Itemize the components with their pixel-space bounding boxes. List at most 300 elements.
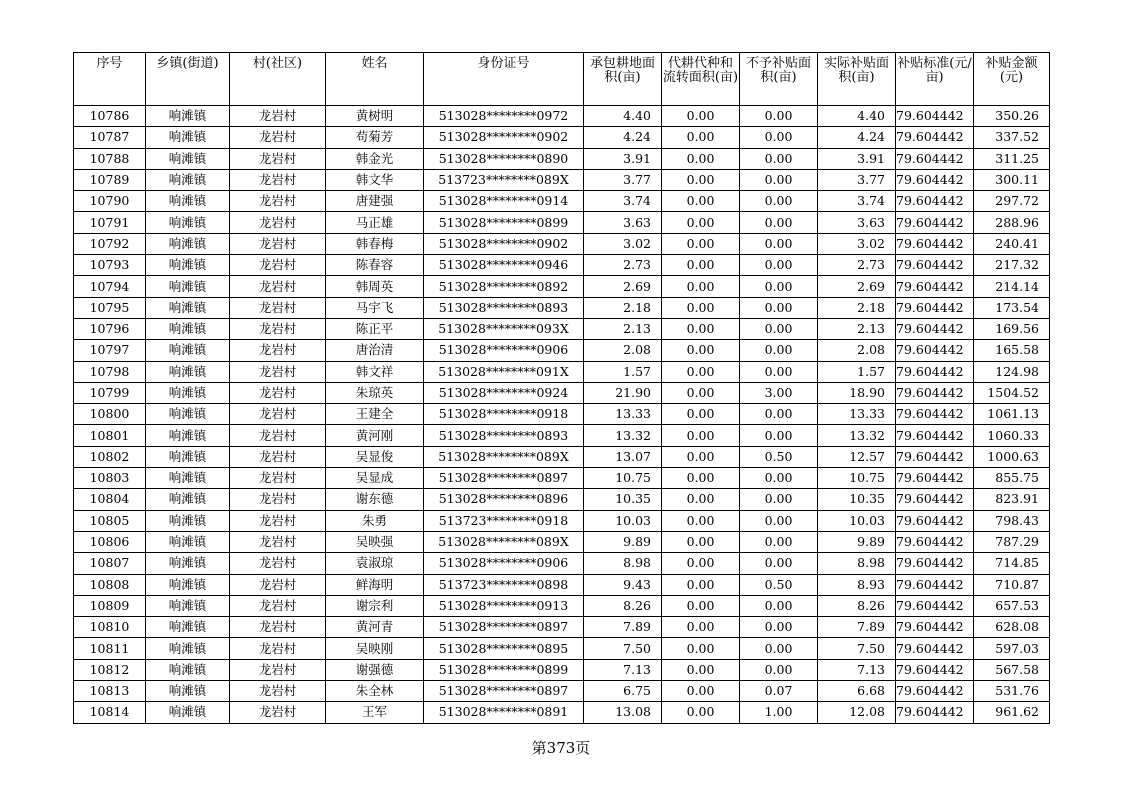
cell-village: 龙岩村 xyxy=(230,297,326,318)
cell-contracted-area: 2.08 xyxy=(584,340,662,361)
cell-actual-area: 6.68 xyxy=(818,681,896,702)
cell-township: 响滩镇 xyxy=(146,148,230,169)
cell-serial: 10795 xyxy=(74,297,146,318)
cell-serial: 10799 xyxy=(74,382,146,403)
cell-serial: 10802 xyxy=(74,446,146,467)
cell-id-number: 513028********0896 xyxy=(424,489,584,510)
cell-transferred-area: 0.00 xyxy=(662,446,740,467)
cell-subsidy-amount: 311.25 xyxy=(974,148,1050,169)
cell-actual-area: 1.57 xyxy=(818,361,896,382)
cell-name: 王建全 xyxy=(326,404,424,425)
cell-village: 龙岩村 xyxy=(230,276,326,297)
cell-village: 龙岩村 xyxy=(230,659,326,680)
header-cell-excluded-area: 不予补贴面积(亩) xyxy=(740,53,818,106)
cell-actual-area: 10.75 xyxy=(818,468,896,489)
cell-subsidy-amount: 337.52 xyxy=(974,127,1050,148)
cell-subsidy-amount: 1060.33 xyxy=(974,425,1050,446)
cell-actual-area: 18.90 xyxy=(818,382,896,403)
cell-contracted-area: 3.74 xyxy=(584,191,662,212)
cell-serial: 10788 xyxy=(74,148,146,169)
cell-serial: 10806 xyxy=(74,531,146,552)
cell-serial: 10792 xyxy=(74,233,146,254)
cell-village: 龙岩村 xyxy=(230,255,326,276)
cell-village: 龙岩村 xyxy=(230,169,326,190)
header-cell-contracted-area: 承包耕地面积(亩) xyxy=(584,53,662,106)
cell-township: 响滩镇 xyxy=(146,553,230,574)
cell-excluded-area: 0.00 xyxy=(740,361,818,382)
cell-name: 唐建强 xyxy=(326,191,424,212)
cell-actual-area: 3.02 xyxy=(818,233,896,254)
cell-contracted-area: 3.91 xyxy=(584,148,662,169)
cell-name: 韩春梅 xyxy=(326,233,424,254)
cell-township: 响滩镇 xyxy=(146,659,230,680)
cell-subsidy-rate: 79.604442 xyxy=(896,553,974,574)
cell-subsidy-amount: 297.72 xyxy=(974,191,1050,212)
cell-serial: 10812 xyxy=(74,659,146,680)
cell-village: 龙岩村 xyxy=(230,191,326,212)
table-row xyxy=(74,361,1050,382)
cell-transferred-area: 0.00 xyxy=(662,255,740,276)
cell-transferred-area: 0.00 xyxy=(662,382,740,403)
cell-township: 响滩镇 xyxy=(146,169,230,190)
cell-township: 响滩镇 xyxy=(146,212,230,233)
cell-subsidy-rate: 79.604442 xyxy=(896,297,974,318)
cell-id-number: 513028********0897 xyxy=(424,681,584,702)
cell-excluded-area: 0.00 xyxy=(740,595,818,616)
cell-name: 黄树明 xyxy=(326,106,424,127)
cell-actual-area: 7.50 xyxy=(818,638,896,659)
cell-id-number: 513028********0897 xyxy=(424,617,584,638)
cell-name: 陈正平 xyxy=(326,318,424,339)
cell-contracted-area: 3.02 xyxy=(584,233,662,254)
cell-actual-area: 13.33 xyxy=(818,404,896,425)
table-row xyxy=(74,191,1050,212)
cell-subsidy-amount: 169.56 xyxy=(974,318,1050,339)
table-row xyxy=(74,297,1050,318)
cell-transferred-area: 0.00 xyxy=(662,510,740,531)
cell-transferred-area: 0.00 xyxy=(662,297,740,318)
cell-village: 龙岩村 xyxy=(230,318,326,339)
cell-township: 响滩镇 xyxy=(146,106,230,127)
cell-village: 龙岩村 xyxy=(230,340,326,361)
cell-actual-area: 8.98 xyxy=(818,553,896,574)
cell-contracted-area: 8.26 xyxy=(584,595,662,616)
cell-township: 响滩镇 xyxy=(146,702,230,723)
table-row xyxy=(74,233,1050,254)
cell-subsidy-amount: 165.58 xyxy=(974,340,1050,361)
cell-transferred-area: 0.00 xyxy=(662,404,740,425)
cell-transferred-area: 0.00 xyxy=(662,617,740,638)
cell-serial: 10808 xyxy=(74,574,146,595)
cell-subsidy-rate: 79.604442 xyxy=(896,617,974,638)
table-row xyxy=(74,553,1050,574)
cell-serial: 10787 xyxy=(74,127,146,148)
cell-excluded-area: 0.00 xyxy=(740,340,818,361)
cell-contracted-area: 6.75 xyxy=(584,681,662,702)
cell-actual-area: 3.91 xyxy=(818,148,896,169)
cell-name: 朱琼英 xyxy=(326,382,424,403)
cell-subsidy-amount: 531.76 xyxy=(974,681,1050,702)
cell-serial: 10786 xyxy=(74,106,146,127)
cell-township: 响滩镇 xyxy=(146,318,230,339)
cell-contracted-area: 7.89 xyxy=(584,617,662,638)
cell-subsidy-rate: 79.604442 xyxy=(896,191,974,212)
table-row xyxy=(74,595,1050,616)
cell-village: 龙岩村 xyxy=(230,489,326,510)
cell-subsidy-rate: 79.604442 xyxy=(896,340,974,361)
cell-excluded-area: 0.00 xyxy=(740,489,818,510)
cell-actual-area: 2.18 xyxy=(818,297,896,318)
cell-village: 龙岩村 xyxy=(230,638,326,659)
cell-serial: 10805 xyxy=(74,510,146,531)
cell-village: 龙岩村 xyxy=(230,574,326,595)
cell-actual-area: 10.03 xyxy=(818,510,896,531)
cell-excluded-area: 0.00 xyxy=(740,638,818,659)
cell-name: 鲜海明 xyxy=(326,574,424,595)
cell-subsidy-amount: 787.29 xyxy=(974,531,1050,552)
table-row xyxy=(74,425,1050,446)
cell-name: 陈春容 xyxy=(326,255,424,276)
table-row xyxy=(74,510,1050,531)
cell-village: 龙岩村 xyxy=(230,382,326,403)
cell-excluded-area: 0.00 xyxy=(740,425,818,446)
cell-serial: 10790 xyxy=(74,191,146,212)
table-row xyxy=(74,659,1050,680)
cell-contracted-area: 7.13 xyxy=(584,659,662,680)
cell-excluded-area: 0.00 xyxy=(740,233,818,254)
cell-actual-area: 8.26 xyxy=(818,595,896,616)
cell-contracted-area: 2.73 xyxy=(584,255,662,276)
cell-name: 马宇飞 xyxy=(326,297,424,318)
cell-subsidy-amount: 217.32 xyxy=(974,255,1050,276)
cell-name: 吴映强 xyxy=(326,531,424,552)
cell-contracted-area: 13.07 xyxy=(584,446,662,467)
table-row xyxy=(74,574,1050,595)
cell-village: 龙岩村 xyxy=(230,595,326,616)
header-cell-village: 村(社区) xyxy=(230,53,326,106)
cell-subsidy-amount: 961.62 xyxy=(974,702,1050,723)
cell-serial: 10791 xyxy=(74,212,146,233)
table-row xyxy=(74,276,1050,297)
cell-transferred-area: 0.00 xyxy=(662,191,740,212)
cell-name: 谢强德 xyxy=(326,659,424,680)
cell-village: 龙岩村 xyxy=(230,212,326,233)
cell-township: 响滩镇 xyxy=(146,276,230,297)
cell-subsidy-amount: 240.41 xyxy=(974,233,1050,254)
cell-village: 龙岩村 xyxy=(230,553,326,574)
cell-serial: 10797 xyxy=(74,340,146,361)
cell-village: 龙岩村 xyxy=(230,361,326,382)
cell-township: 响滩镇 xyxy=(146,425,230,446)
cell-serial: 10813 xyxy=(74,681,146,702)
cell-name: 马正雄 xyxy=(326,212,424,233)
cell-excluded-area: 0.00 xyxy=(740,127,818,148)
cell-township: 响滩镇 xyxy=(146,446,230,467)
table-row xyxy=(74,468,1050,489)
cell-excluded-area: 0.00 xyxy=(740,617,818,638)
cell-transferred-area: 0.00 xyxy=(662,425,740,446)
cell-contracted-area: 2.13 xyxy=(584,318,662,339)
cell-actual-area: 4.24 xyxy=(818,127,896,148)
cell-township: 响滩镇 xyxy=(146,404,230,425)
cell-contracted-area: 4.40 xyxy=(584,106,662,127)
table-row xyxy=(74,340,1050,361)
table-row xyxy=(74,617,1050,638)
cell-subsidy-amount: 628.08 xyxy=(974,617,1050,638)
cell-township: 响滩镇 xyxy=(146,617,230,638)
table-row xyxy=(74,638,1050,659)
table-row xyxy=(74,404,1050,425)
cell-excluded-area: 0.00 xyxy=(740,297,818,318)
cell-id-number: 513028********0906 xyxy=(424,340,584,361)
cell-village: 龙岩村 xyxy=(230,106,326,127)
cell-excluded-area: 0.00 xyxy=(740,531,818,552)
table-row xyxy=(74,169,1050,190)
table-row xyxy=(74,148,1050,169)
cell-subsidy-rate: 79.604442 xyxy=(896,595,974,616)
cell-subsidy-amount: 350.26 xyxy=(974,106,1050,127)
table-row xyxy=(74,318,1050,339)
cell-contracted-area: 13.33 xyxy=(584,404,662,425)
cell-contracted-area: 10.75 xyxy=(584,468,662,489)
cell-serial: 10793 xyxy=(74,255,146,276)
cell-serial: 10789 xyxy=(74,169,146,190)
cell-name: 唐治清 xyxy=(326,340,424,361)
cell-subsidy-amount: 300.11 xyxy=(974,169,1050,190)
cell-name: 谢宗利 xyxy=(326,595,424,616)
cell-transferred-area: 0.00 xyxy=(662,702,740,723)
cell-village: 龙岩村 xyxy=(230,233,326,254)
cell-id-number: 513028********0899 xyxy=(424,212,584,233)
header-cell-id-number: 身份证号 xyxy=(424,53,584,106)
cell-transferred-area: 0.00 xyxy=(662,553,740,574)
cell-excluded-area: 0.00 xyxy=(740,276,818,297)
cell-serial: 10810 xyxy=(74,617,146,638)
cell-id-number: 513028********0893 xyxy=(424,425,584,446)
cell-id-number: 513028********0972 xyxy=(424,106,584,127)
cell-name: 苟菊芳 xyxy=(326,127,424,148)
cell-id-number: 513028********089X xyxy=(424,446,584,467)
cell-township: 响滩镇 xyxy=(146,340,230,361)
cell-excluded-area: 0.00 xyxy=(740,553,818,574)
subsidy-table xyxy=(73,52,1050,724)
table-row xyxy=(74,255,1050,276)
table-row xyxy=(74,106,1050,127)
cell-transferred-area: 0.00 xyxy=(662,169,740,190)
cell-subsidy-rate: 79.604442 xyxy=(896,212,974,233)
cell-name: 王军 xyxy=(326,702,424,723)
table-header xyxy=(74,53,1050,106)
cell-contracted-area: 8.98 xyxy=(584,553,662,574)
cell-id-number: 513723********0898 xyxy=(424,574,584,595)
cell-excluded-area: 0.00 xyxy=(740,212,818,233)
cell-township: 响滩镇 xyxy=(146,127,230,148)
cell-id-number: 513723********0918 xyxy=(424,510,584,531)
cell-excluded-area: 0.50 xyxy=(740,446,818,467)
cell-contracted-area: 3.63 xyxy=(584,212,662,233)
table-row xyxy=(74,382,1050,403)
cell-id-number: 513028********0895 xyxy=(424,638,584,659)
cell-name: 黄河刚 xyxy=(326,425,424,446)
cell-transferred-area: 0.00 xyxy=(662,106,740,127)
table-row xyxy=(74,489,1050,510)
cell-subsidy-rate: 79.604442 xyxy=(896,659,974,680)
cell-actual-area: 3.77 xyxy=(818,169,896,190)
cell-actual-area: 8.93 xyxy=(818,574,896,595)
cell-township: 响滩镇 xyxy=(146,191,230,212)
cell-subsidy-rate: 79.604442 xyxy=(896,233,974,254)
cell-excluded-area: 0.00 xyxy=(740,106,818,127)
cell-actual-area: 12.57 xyxy=(818,446,896,467)
cell-id-number: 513028********0946 xyxy=(424,255,584,276)
cell-subsidy-rate: 79.604442 xyxy=(896,106,974,127)
cell-excluded-area: 0.00 xyxy=(740,148,818,169)
cell-subsidy-amount: 124.98 xyxy=(974,361,1050,382)
cell-township: 响滩镇 xyxy=(146,361,230,382)
cell-serial: 10798 xyxy=(74,361,146,382)
cell-village: 龙岩村 xyxy=(230,446,326,467)
cell-name: 吴显俊 xyxy=(326,446,424,467)
cell-transferred-area: 0.00 xyxy=(662,318,740,339)
cell-contracted-area: 2.69 xyxy=(584,276,662,297)
cell-subsidy-amount: 1000.63 xyxy=(974,446,1050,467)
cell-township: 响滩镇 xyxy=(146,595,230,616)
cell-contracted-area: 21.90 xyxy=(584,382,662,403)
cell-excluded-area: 0.07 xyxy=(740,681,818,702)
cell-contracted-area: 3.77 xyxy=(584,169,662,190)
cell-village: 龙岩村 xyxy=(230,617,326,638)
cell-name: 韩文华 xyxy=(326,169,424,190)
cell-subsidy-amount: 657.53 xyxy=(974,595,1050,616)
cell-contracted-area: 4.24 xyxy=(584,127,662,148)
cell-transferred-area: 0.00 xyxy=(662,148,740,169)
cell-subsidy-rate: 79.604442 xyxy=(896,404,974,425)
cell-subsidy-rate: 79.604442 xyxy=(896,574,974,595)
cell-subsidy-amount: 855.75 xyxy=(974,468,1050,489)
cell-actual-area: 2.73 xyxy=(818,255,896,276)
cell-id-number: 513028********0913 xyxy=(424,595,584,616)
cell-serial: 10809 xyxy=(74,595,146,616)
cell-serial: 10807 xyxy=(74,553,146,574)
cell-serial: 10801 xyxy=(74,425,146,446)
cell-contracted-area: 13.08 xyxy=(584,702,662,723)
header-cell-actual-area: 实际补贴面积(亩) xyxy=(818,53,896,106)
cell-village: 龙岩村 xyxy=(230,127,326,148)
cell-name: 朱全林 xyxy=(326,681,424,702)
cell-subsidy-rate: 79.604442 xyxy=(896,702,974,723)
cell-village: 龙岩村 xyxy=(230,404,326,425)
cell-transferred-area: 0.00 xyxy=(662,361,740,382)
cell-actual-area: 3.74 xyxy=(818,191,896,212)
cell-excluded-area: 0.00 xyxy=(740,169,818,190)
cell-village: 龙岩村 xyxy=(230,425,326,446)
cell-village: 龙岩村 xyxy=(230,702,326,723)
cell-township: 响滩镇 xyxy=(146,574,230,595)
cell-excluded-area: 0.00 xyxy=(740,659,818,680)
cell-subsidy-rate: 79.604442 xyxy=(896,510,974,531)
cell-village: 龙岩村 xyxy=(230,681,326,702)
cell-actual-area: 2.13 xyxy=(818,318,896,339)
cell-transferred-area: 0.00 xyxy=(662,574,740,595)
cell-id-number: 513028********0899 xyxy=(424,659,584,680)
cell-subsidy-amount: 1504.52 xyxy=(974,382,1050,403)
cell-actual-area: 3.63 xyxy=(818,212,896,233)
cell-subsidy-amount: 798.43 xyxy=(974,510,1050,531)
cell-name: 袁淑琼 xyxy=(326,553,424,574)
cell-actual-area: 7.89 xyxy=(818,617,896,638)
cell-subsidy-rate: 79.604442 xyxy=(896,425,974,446)
header-cell-transferred-area: 代耕代种和流转面积(亩) xyxy=(662,53,740,106)
cell-id-number: 513028********0918 xyxy=(424,404,584,425)
cell-subsidy-amount: 1061.13 xyxy=(974,404,1050,425)
cell-contracted-area: 1.57 xyxy=(584,361,662,382)
cell-subsidy-amount: 214.14 xyxy=(974,276,1050,297)
cell-subsidy-rate: 79.604442 xyxy=(896,489,974,510)
cell-serial: 10794 xyxy=(74,276,146,297)
cell-contracted-area: 7.50 xyxy=(584,638,662,659)
cell-name: 韩金光 xyxy=(326,148,424,169)
cell-contracted-area: 10.35 xyxy=(584,489,662,510)
cell-serial: 10800 xyxy=(74,404,146,425)
cell-transferred-area: 0.00 xyxy=(662,638,740,659)
cell-township: 响滩镇 xyxy=(146,297,230,318)
cell-actual-area: 10.35 xyxy=(818,489,896,510)
cell-village: 龙岩村 xyxy=(230,510,326,531)
cell-name: 谢东德 xyxy=(326,489,424,510)
cell-name: 朱勇 xyxy=(326,510,424,531)
cell-excluded-area: 3.00 xyxy=(740,382,818,403)
cell-subsidy-amount: 567.58 xyxy=(974,659,1050,680)
cell-transferred-area: 0.00 xyxy=(662,681,740,702)
cell-serial: 10814 xyxy=(74,702,146,723)
cell-actual-area: 2.69 xyxy=(818,276,896,297)
cell-contracted-area: 9.89 xyxy=(584,531,662,552)
cell-name: 黄河青 xyxy=(326,617,424,638)
cell-id-number: 513028********0892 xyxy=(424,276,584,297)
table-row xyxy=(74,127,1050,148)
cell-contracted-area: 2.18 xyxy=(584,297,662,318)
cell-contracted-area: 9.43 xyxy=(584,574,662,595)
cell-subsidy-amount: 288.96 xyxy=(974,212,1050,233)
cell-name: 韩周英 xyxy=(326,276,424,297)
cell-village: 龙岩村 xyxy=(230,468,326,489)
table-body xyxy=(74,106,1050,724)
cell-subsidy-amount: 823.91 xyxy=(974,489,1050,510)
cell-id-number: 513028********0914 xyxy=(424,191,584,212)
cell-township: 响滩镇 xyxy=(146,531,230,552)
cell-subsidy-rate: 79.604442 xyxy=(896,382,974,403)
cell-id-number: 513028********0902 xyxy=(424,233,584,254)
cell-transferred-area: 0.00 xyxy=(662,276,740,297)
cell-id-number: 513028********0924 xyxy=(424,382,584,403)
cell-actual-area: 4.40 xyxy=(818,106,896,127)
cell-id-number: 513028********0891 xyxy=(424,702,584,723)
cell-name: 韩文祥 xyxy=(326,361,424,382)
cell-transferred-area: 0.00 xyxy=(662,531,740,552)
cell-actual-area: 9.89 xyxy=(818,531,896,552)
cell-actual-area: 13.32 xyxy=(818,425,896,446)
cell-village: 龙岩村 xyxy=(230,148,326,169)
cell-transferred-area: 0.00 xyxy=(662,489,740,510)
cell-township: 响滩镇 xyxy=(146,233,230,254)
cell-township: 响滩镇 xyxy=(146,255,230,276)
cell-transferred-area: 0.00 xyxy=(662,212,740,233)
cell-subsidy-rate: 79.604442 xyxy=(896,681,974,702)
cell-township: 响滩镇 xyxy=(146,510,230,531)
header-cell-serial: 序号 xyxy=(74,53,146,106)
cell-id-number: 513028********093X xyxy=(424,318,584,339)
cell-id-number: 513028********089X xyxy=(424,531,584,552)
